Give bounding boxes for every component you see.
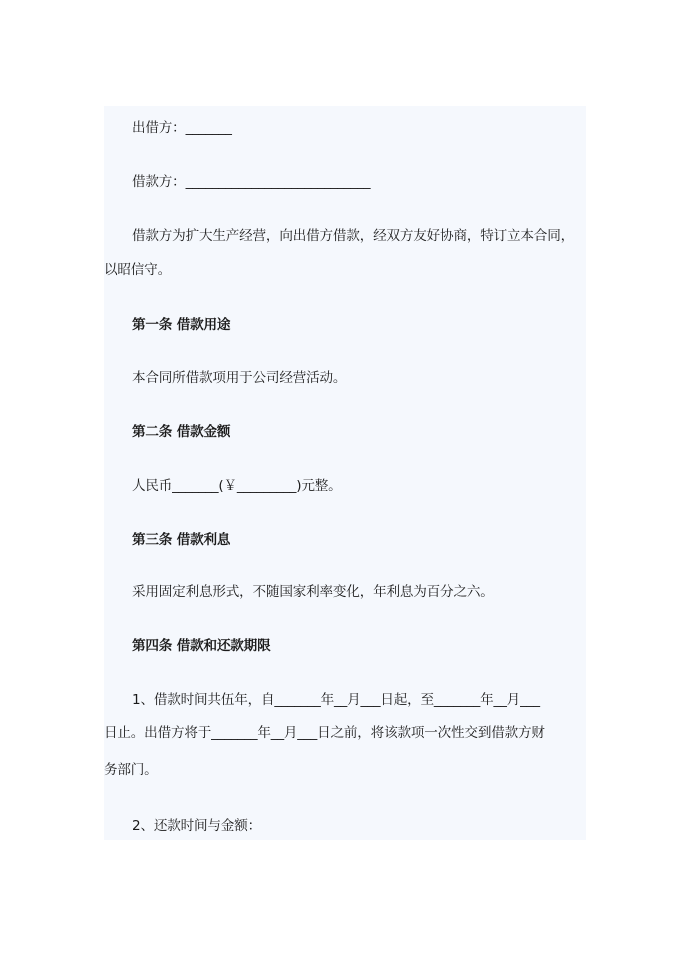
article-4-item-1-line-2: 日止。出借方将于_______年__月___日之前，将该款项一次性交到借款方财 [104,725,545,741]
article-2-title: 第二条 借款金额 [132,424,231,440]
preamble-line-2: 以昭信守。 [104,262,171,278]
article-3-body: 采用固定利息形式，不随国家利率变化，年利息为百分之六。 [132,584,494,600]
article-1-title: 第一条 借款用途 [132,317,231,333]
lender-line: 出借方：_______ [132,120,232,136]
article-4-item-2: 2、还款时间与金额： [132,818,261,834]
article-2-body: 人民币_______(￥_________)元整。 [132,478,342,494]
article-4-title: 第四条 借款和还款期限 [132,638,271,654]
borrower-line: 借款方：____________________________ [132,174,371,190]
preamble-line-1: 借款方为扩大生产经营，向出借方借款，经双方友好协商，特订立本合同， [132,228,574,244]
article-4-item-1-line-3: 务部门。 [104,762,158,778]
article-3-title: 第三条 借款利息 [132,532,231,548]
article-1-body: 本合同所借款项用于公司经营活动。 [132,370,347,386]
article-4-item-1-line-1: 1、借款时间共伍年，自_______年__月___日起，至_______年__月___ [132,692,540,708]
